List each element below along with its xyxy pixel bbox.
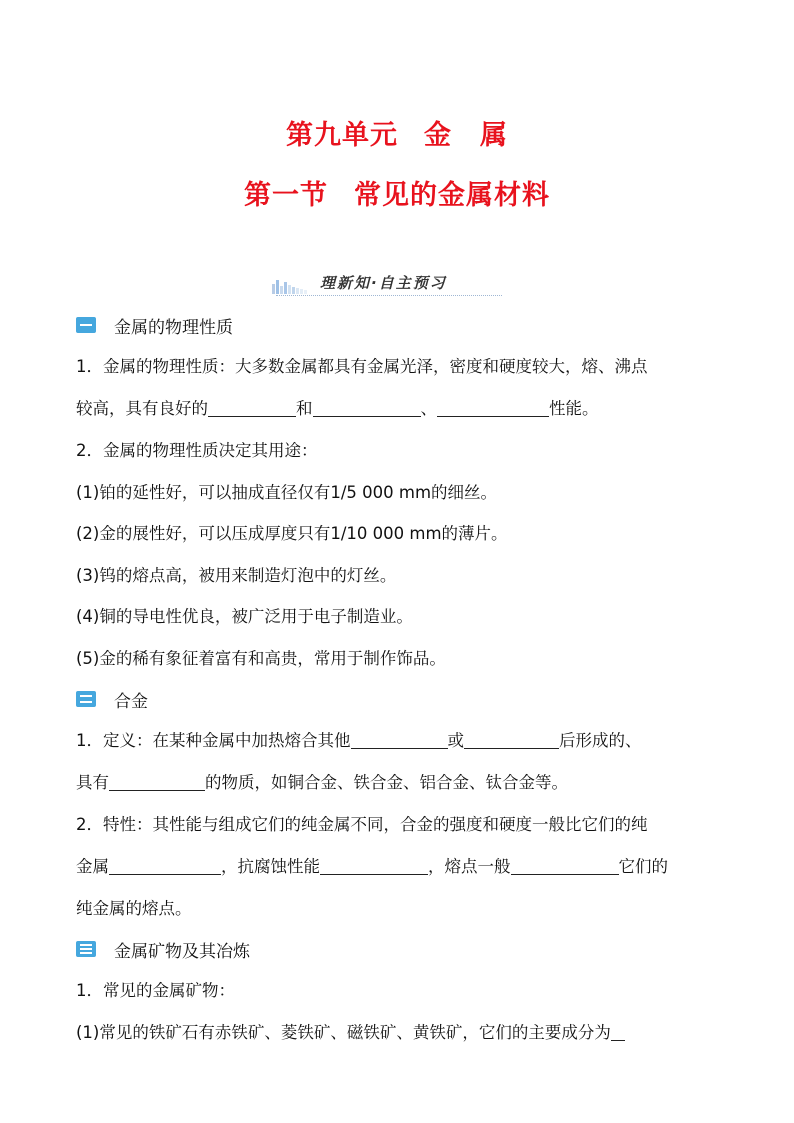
paragraph-line: (1)常见的铁矿石有赤铁矿、菱铁矿、磁铁矿、黄铁矿，它们的主要成分为	[76, 1021, 625, 1045]
fill-blank[interactable]	[464, 730, 559, 749]
unit-title: 第九单元 金 属	[286, 120, 508, 151]
section-heading-3: 金属矿物及其冶炼	[76, 937, 250, 961]
section-heading-2: 合金	[76, 687, 148, 711]
paragraph-line: 1．金属的物理性质：大多数金属都具有金属光泽，密度和硬度较大，熔、沸点	[76, 357, 648, 376]
section-heading-1: 金属的物理性质	[76, 313, 233, 337]
paragraph-line: 1．定义：在某种金属中加热熔合其他 或 后形成的、	[76, 731, 642, 750]
list-item: (5)金的稀有象征着富有和高贵，常用于制作饰品。	[76, 649, 446, 668]
paragraph-line: 纯金属的熔点。	[76, 899, 192, 918]
list-item: (1)铂的延性好，可以抽成直径仅有1/5 000 mm的细丝。	[76, 483, 498, 502]
fill-blank[interactable]	[511, 856, 619, 875]
fill-blank[interactable]	[109, 856, 221, 875]
banner-underline	[276, 294, 502, 296]
number-one-badge-icon	[76, 317, 96, 333]
paragraph-line: 2．金属的物理性质决定其用途：	[76, 441, 318, 460]
paragraph-line: 较高，具有良好的 和 、 性能。	[76, 399, 599, 418]
list-item: (3)钨的熔点高，被用来制造灯泡中的灯丝。	[76, 566, 397, 585]
fill-blank[interactable]	[351, 730, 448, 749]
fill-blank[interactable]	[208, 398, 296, 417]
fill-blank[interactable]	[320, 856, 428, 875]
city-skyline-icon	[268, 276, 314, 294]
preview-banner	[268, 272, 502, 296]
fill-blank[interactable]	[109, 772, 205, 791]
paragraph-line: 2．特性：其性能与组成它们的纯金属不同，合金的强度和硬度一般比它们的纯	[76, 815, 648, 834]
fill-blank[interactable]	[437, 398, 549, 417]
number-three-badge-icon	[76, 941, 96, 957]
banner-text: 理新知·自主预习	[320, 274, 447, 292]
paragraph-line: 具有 的物质，如铜合金、铁合金、铝合金、钛合金等。	[76, 773, 568, 792]
fill-blank[interactable]	[611, 1022, 625, 1041]
paragraph-line: 金属 ，抗腐蚀性能 ，熔点一般 它们的	[76, 857, 668, 876]
section-title: 第一节 常见的金属材料	[244, 180, 550, 211]
paragraph-line: 1．常见的金属矿物：	[76, 981, 235, 1000]
number-two-badge-icon	[76, 691, 96, 707]
fill-blank[interactable]	[313, 398, 421, 417]
list-item: (2)金的展性好，可以压成厚度只有1/10 000 mm的薄片。	[76, 524, 508, 543]
list-item: (4)铜的导电性优良，被广泛用于电子制造业。	[76, 607, 413, 626]
